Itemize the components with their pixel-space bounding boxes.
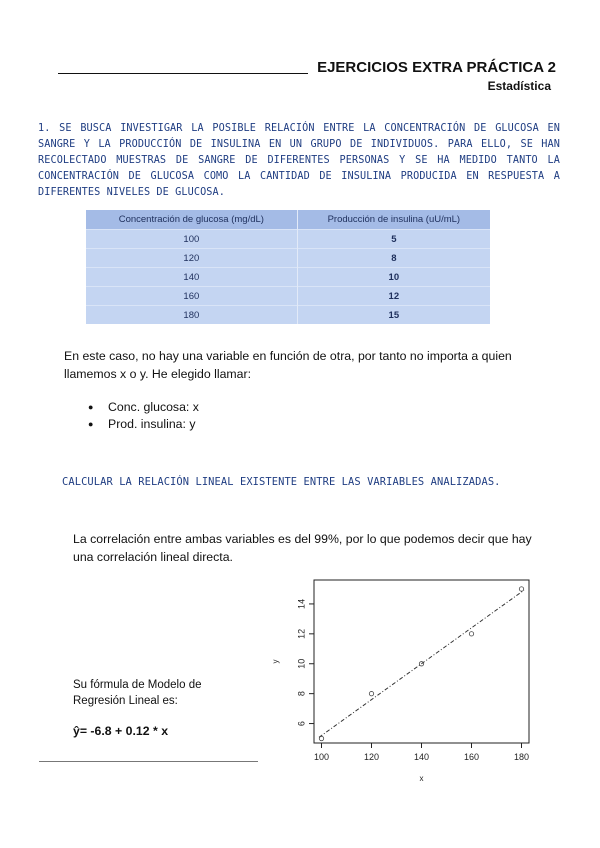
table-cell: 140 (86, 268, 297, 287)
data-table (86, 210, 490, 324)
list-item: ● Conc. glucosa: x (88, 399, 199, 416)
list-item: ● Prod. insulina: y (88, 416, 199, 433)
x-tick-label: 100 (313, 752, 330, 762)
y-tick-label: 12 (296, 628, 307, 639)
x-tick-label: 160 (463, 752, 480, 762)
table-row (86, 249, 490, 268)
explanation-paragraph: En este caso, no hay una variable en función de otra, por tanto no importa a quien llamemos x o y. He elegido llamar: (64, 349, 512, 381)
table-cell: 5 (297, 230, 490, 249)
table-header-glucose: Concentración de glucosa (mg/dL) (86, 210, 297, 230)
regression-formula: ŷ= -6.8 + 0.12 * x (73, 724, 169, 738)
table-header-row (86, 210, 490, 230)
table-header-insulin: Producción de insulina (uU/mL) (297, 210, 490, 230)
page-title: EJERCICIOS EXTRA PRÁCTICA 2 (317, 59, 556, 76)
x-tick-label: 180 (513, 752, 530, 762)
data-point (469, 632, 473, 636)
data-point (319, 736, 323, 740)
scatter-plot (270, 572, 540, 792)
regression-line (319, 590, 524, 737)
data-point (519, 587, 523, 591)
table-cell: 100 (86, 230, 297, 249)
table-row (86, 306, 490, 325)
formula-label: Su fórmula de Modelo de Regresión Lineal es: (73, 679, 202, 707)
y-axis-label: y (271, 659, 280, 664)
table-row (86, 287, 490, 306)
table-cell: 10 (297, 268, 490, 287)
correlation-paragraph: La correlación entre ambas variables es del 99%, por lo que podemos decir que hay una correlación lineal directa. (73, 532, 532, 564)
data-point (369, 691, 373, 695)
x-tick-label: 120 (363, 752, 380, 762)
x-tick-label: 140 (413, 752, 430, 762)
table-cell: 120 (86, 249, 297, 268)
table-cell: 12 (297, 287, 490, 306)
y-tick-label: 8 (296, 691, 307, 697)
table-cell: 160 (86, 287, 297, 306)
name-blank-line (58, 73, 308, 74)
question-1: 1. SE BUSCA INVESTIGAR LA POSIBLE RELACIÓN ENTRE LA CONCENTRACIÓN DE GLUCOSA EN SANGRE Y LA PRODUCCIÓN DE INSULINA EN UN GRUPO DE INDIVIDUOS. PARA ELLO, SE HAN RECOLECTADO MUESTRAS DE SANGRE DE DIFERENTES PERSONAS Y SE HA MEDIDO TANTO LA CONCENTRACIÓN DE GLUCOSA COMO LA CANTIDAD DE INSULINA PRODUCIDA EN RESPUESTA A DIFERENTES NIVELES DE GLUCOSA. (38, 123, 560, 198)
table-cell: 8 (297, 249, 490, 268)
y-tick-label: 6 (296, 721, 307, 727)
y-tick-label: 10 (296, 658, 307, 669)
table-row (86, 268, 490, 287)
question-2: CALCULAR LA RELACIÓN LINEAL EXISTENTE ENTRE LAS VARIABLES ANALIZADAS. (62, 476, 501, 488)
table-row (86, 230, 490, 249)
variable-list (88, 399, 199, 433)
y-tick-label: 14 (296, 598, 307, 609)
footer-divider (39, 761, 258, 762)
x-axis-label: x (419, 774, 424, 783)
page-subtitle: Estadística (487, 79, 551, 93)
table-cell: 180 (86, 306, 297, 325)
table-cell: 15 (297, 306, 490, 325)
